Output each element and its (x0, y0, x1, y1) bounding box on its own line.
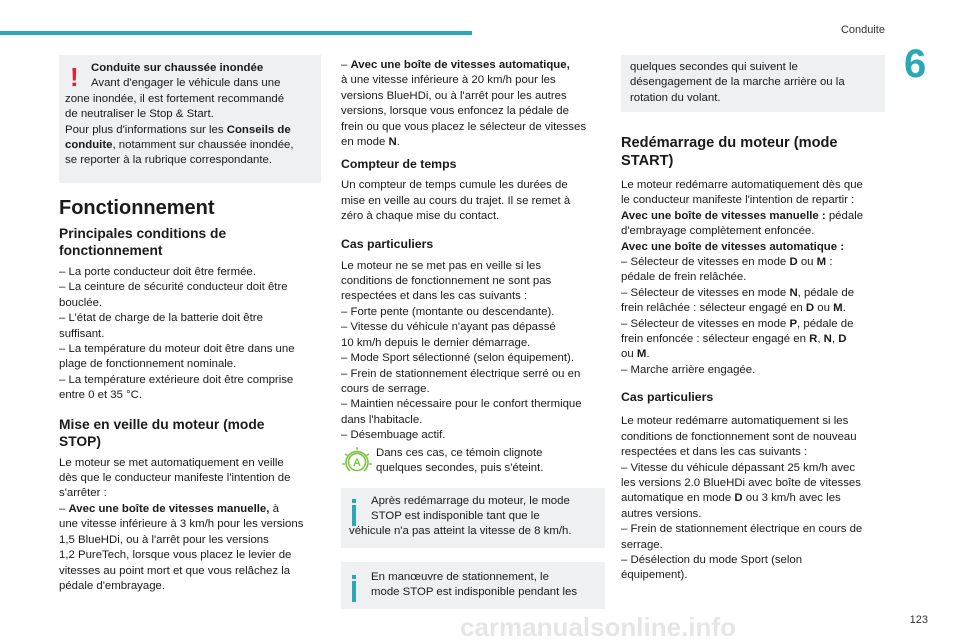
paragraph-line: conditions de fonctionnement sont de nouveau (621, 430, 857, 443)
list-item: plage de fonctionnement nominale. (59, 358, 237, 371)
column-2 (341, 0, 605, 609)
info-text: quelques secondes qui suivent le (630, 61, 798, 73)
auto-paragraph (341, 58, 605, 150)
section-title: Conduite (840, 24, 885, 36)
list-item: – Maintien nécessaire pour le confort thermique (341, 398, 582, 411)
list-item: – Vitesse du véhicule n'ayant pas dépassé (341, 321, 556, 334)
paragraph-line: Un compteur de temps cumule les durées de (341, 179, 568, 192)
paragraph-line: Dans ces cas, ce témoin clignote (376, 446, 543, 459)
list-item: – La température du moteur doit être dans une (59, 343, 295, 356)
watermark: carmanualsonline.info (460, 612, 736, 642)
paragraph-line: mise en veille au cours du trajet. Il se remet à (341, 194, 571, 207)
list-item: – Frein de stationnement électrique serré ou en (341, 367, 581, 380)
special-cases-list (341, 259, 605, 444)
list-item: autres versions. (621, 507, 702, 520)
paragraph-line: à une vitesse inférieure à 20 km/h pour les (341, 74, 556, 87)
column-3 (621, 0, 885, 584)
info-text: Après redémarrage du moteur, le mode (371, 494, 570, 507)
warning-icon: ! (70, 62, 79, 92)
info-icon (352, 505, 356, 526)
warning-text: zone inondée, il est fortement recommandé (65, 92, 285, 105)
paragraph-line: versions, lorsque vous enfoncez la pédale de (341, 105, 569, 118)
list-item: serrage. (621, 538, 663, 551)
list-item: frein enfoncée : sélecteur engagé en R, N, D (621, 333, 847, 346)
svg-text:A: A (353, 456, 361, 469)
paragraph-line: Le moteur se met automatiquement en veille (59, 456, 284, 469)
list-item: respectées et dans les cas suivants : (341, 290, 528, 303)
list-item: les versions 2.0 BlueHDi avec boîte de vitesses (621, 476, 861, 489)
subsection-heading: START) (621, 153, 674, 169)
paragraph-line: Le moteur redémarre automatiquement si les (621, 415, 849, 428)
paragraph-line: en mode N. (341, 136, 400, 149)
warning-text: Avant d'engager le véhicule dans une (91, 77, 281, 90)
paragraph-line: d'embrayage complètement enfoncée. (621, 225, 815, 238)
stop-start-indicator-icon (341, 446, 373, 478)
list-item: suffisant. (59, 327, 105, 340)
conditions-list (59, 265, 321, 404)
paragraph-line: s'arrêter : (59, 487, 107, 500)
info-text: désengagement de la marche arrière ou la (630, 76, 845, 89)
list-item: cours de serrage. (341, 382, 430, 395)
paragraph-line: – Avec une boîte de vitesses manuelle, à (59, 502, 279, 515)
list-item: – Vitesse du véhicule dépassant 25 km/h avec (621, 461, 856, 474)
list-item: – Sélecteur de vitesses en mode P, pédale de (621, 317, 854, 330)
paragraph-line: pédale d'embrayage. (59, 579, 166, 592)
restart-cases-list (621, 414, 885, 583)
list-item: – L’état de charge de la batterie doit être (59, 312, 263, 325)
list-item: – La ceinture de sécurité conducteur doit être (59, 281, 288, 294)
warning-box (59, 55, 321, 183)
list-item: bouclée. (59, 296, 103, 309)
paragraph-line: Avec une boîte de vitesses manuelle : pédale (621, 209, 864, 222)
subsection-heading: Principales conditions de fonctionnement (59, 226, 227, 258)
list-item: – Forte pente (montante ou descendante). (341, 305, 555, 318)
page-number: 123 (909, 614, 928, 626)
warning-text: Pour plus d'informations sur les Conseils de (65, 123, 291, 136)
info-icon (352, 581, 356, 602)
paragraph-line: versions BlueHDi, ou à l'arrêt pour les autres (341, 89, 567, 102)
warning-text: de neutraliser le Stop & Start. (65, 108, 214, 121)
paragraph-line: le conducteur manifeste l'intention de repartir : (621, 194, 855, 207)
list-item: – Frein de stationnement électrique en cours de (621, 523, 863, 536)
column-1 (59, 0, 321, 594)
warning-text: se reporter à la rubrique correspondante. (65, 154, 273, 167)
list-item: pédale de frein relâchée. (621, 271, 747, 284)
list-item: – Sélecteur de vitesses en mode N, pédale de (621, 286, 855, 299)
list-item: conditions de fonctionnement ne sont pas (341, 275, 552, 288)
info-box-continued (621, 55, 885, 112)
paragraph-line: zéro à chaque mise du contact. (341, 210, 500, 223)
info-text: véhicule n'a pas atteint la vitesse de 8 km/h. (349, 525, 572, 538)
list-item: – Désélection du mode Sport (selon (621, 553, 803, 566)
info-text: mode STOP est indisponible pendant les (371, 585, 578, 598)
start-paragraph (621, 178, 885, 378)
list-item: entre 0 et 35 °C. (59, 389, 143, 402)
list-item: – La porte conducteur doit être fermée. (59, 266, 256, 278)
stop-paragraph (59, 456, 321, 595)
list-item: équipement). (621, 569, 688, 582)
paragraph-line: Avec une boîte de vitesses automatique : (621, 240, 845, 253)
list-item: – Sélecteur de vitesses en mode D ou M : (621, 256, 833, 269)
paragraph-line: – Avec une boîte de vitesses automatique, (341, 59, 570, 71)
info-box (341, 562, 605, 609)
warning-text: conduite, notamment sur chaussée inondée, (65, 139, 294, 152)
info-box (341, 488, 605, 548)
paragraph-line: vitesses au point mort et que vous relâchez la (59, 564, 291, 577)
paragraph-line: une vitesse inférieure à 3 km/h pour les versions (59, 518, 304, 531)
list-item: dans l'habitacle. (341, 413, 423, 426)
info-text: rotation du volant. (630, 91, 721, 104)
list-item: – Mode Sport sélectionné (selon équipement). (341, 352, 575, 365)
paragraph-line: dès que le conducteur manifeste l'intention de (59, 472, 291, 485)
chapter-number: 6 (904, 42, 927, 86)
paragraph-line: quelques secondes, puis s'éteint. (376, 461, 544, 474)
paragraph-line: Le moteur redémarre automatiquement dès que (621, 179, 863, 191)
info-text: En manœuvre de stationnement, le (371, 570, 549, 583)
subsection-heading: Compteur de temps (341, 157, 457, 172)
list-item: ou M. (621, 348, 650, 361)
subsection-heading: Redémarrage du moteur (mode (621, 135, 838, 151)
list-item: – Désembuage actif. (341, 429, 446, 442)
paragraph-line: 1,2 PureTech, lorsque vous placez le levier de (59, 549, 292, 562)
subsection-heading: Mise en veille du moteur (mode (59, 416, 265, 432)
subsection-heading: Cas particuliers (621, 390, 714, 405)
info-text: STOP est indisponible tant que le (371, 509, 540, 522)
paragraph-line: respectées et dans les cas suivants : (621, 446, 808, 459)
subsection-heading: STOP) (59, 433, 101, 449)
subsection-heading: Cas particuliers (341, 236, 434, 251)
list-item: frein relâchée : sélecteur engagé en D ou M. (621, 302, 846, 315)
counter-paragraph (341, 178, 605, 224)
section-heading: Fonctionnement (59, 197, 215, 219)
list-item: – Marche arrière engagée. (621, 363, 756, 376)
list-item: – La température extérieure doit être comprise (59, 373, 294, 386)
indicator-note (341, 446, 605, 479)
list-item: Le moteur ne se met pas en veille si les (341, 259, 542, 272)
paragraph-line: frein ou que vous placez le sélecteur de vitesses (341, 120, 587, 133)
list-item: automatique en mode D ou 3 km/h avec les (621, 492, 841, 505)
warning-title: Conduite sur chaussée inondée (91, 62, 264, 74)
paragraph-line: 1,5 BlueHDi, ou à l'arrêt pour les versions (59, 533, 269, 546)
list-item: 10 km/h depuis le dernier démarrage. (341, 336, 531, 349)
